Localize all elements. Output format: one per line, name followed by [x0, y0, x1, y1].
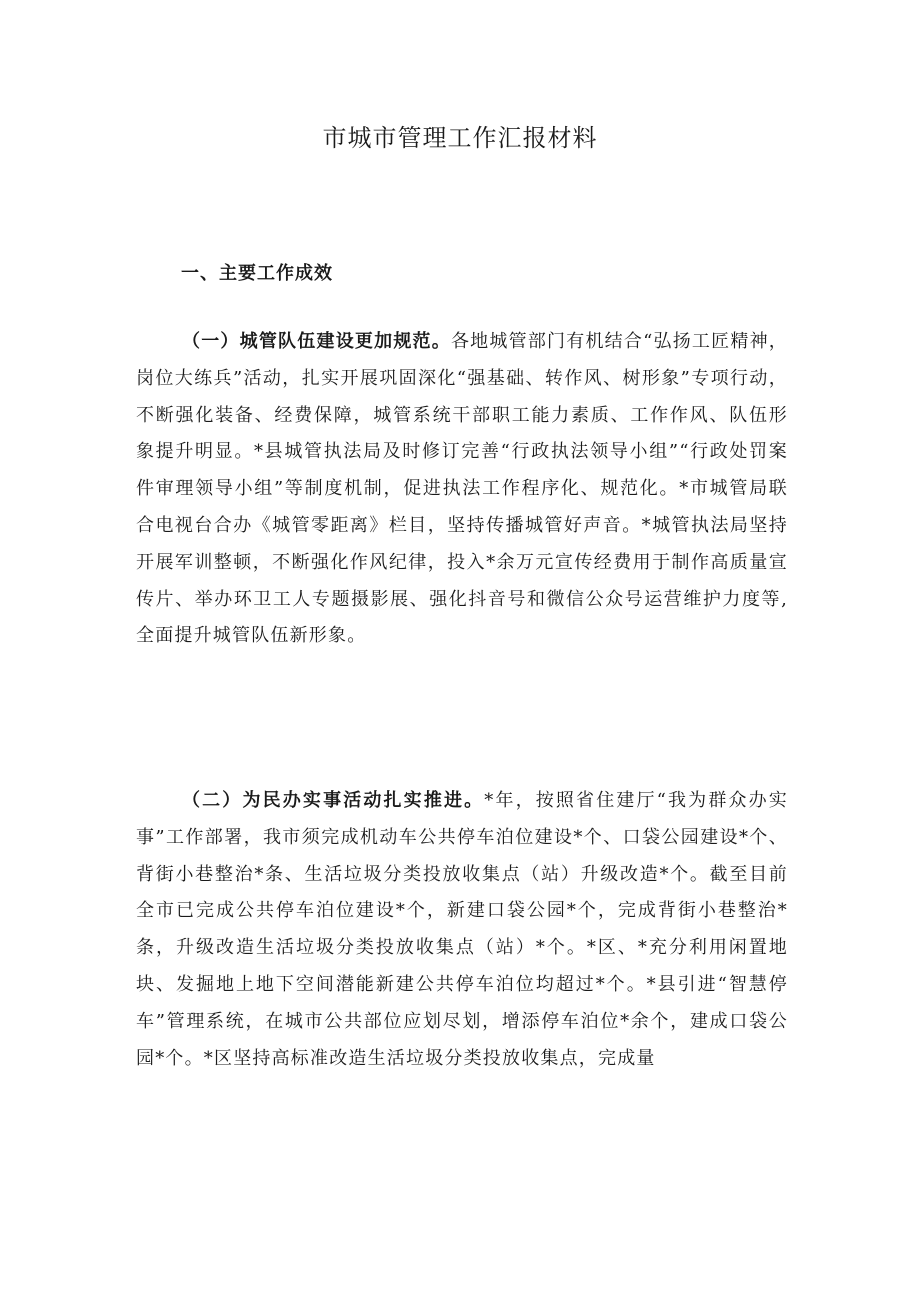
paragraph-body: 各地城管部门有机结合“弘扬工匠精神，岗位大练兵”活动，扎实开展巩固深化“强基础、转作风、树形象”专项行动，不断强化装备、经费保障，城管系统干部职工能力素质、工作作风、队伍形象提升明显。*县城管执法局及时修订完善“行政执法领导小组”“行政处罚案件审理领导小组”等制度机制，促进执法工作程序化、规范化。*市城管局联合电视台合办《城管零距离》栏目，坚持传播城管好声音。*城管执法局坚持开展军训整顿，不断强化作风纪律，投入*余万元宣传经费用于制作高质量宣传片、举办环卫工人专题摄影展、强化抖音号和微信公众号运营维护力度等,全面提升城管队伍新形象。 — [136, 331, 788, 647]
section-heading: 一、主要工作成效 — [181, 263, 333, 284]
paragraph-lead: （一）城管队伍建设更加规范。 — [182, 331, 451, 352]
paragraph-public-service — [136, 783, 788, 1077]
paragraph-lead: （二）为民办实事活动扎实推进。 — [182, 790, 485, 811]
document-title: 市城市管理工作汇报材料 — [322, 124, 598, 152]
paragraph-team-building — [136, 324, 788, 655]
paragraph-body: *年，按照省住建厅“我为群众办实事”工作部署，我市须完成机动车公共停车泊位建设*个、口袋公园建设*个、背街小巷整治*条、生活垃圾分类投放收集点（站）升级改造*个。截至目前全市已完成公共停车泊位建设*个，新建口袋公园*个，完成背街小巷整治*条，升级改造生活垃圾分类投放收集点（站）*个。*区、*充分利用闲置地块、发掘地上地下空间潜能新建公共停车泊位均超过*个。*县引进“智慧停车”管理系统，在城市公共部位应划尽划，增添停车泊位*余个，建成口袋公园*个。*区坚持高标准改造生活垃圾分类投放收集点，完成量 — [136, 790, 788, 1069]
